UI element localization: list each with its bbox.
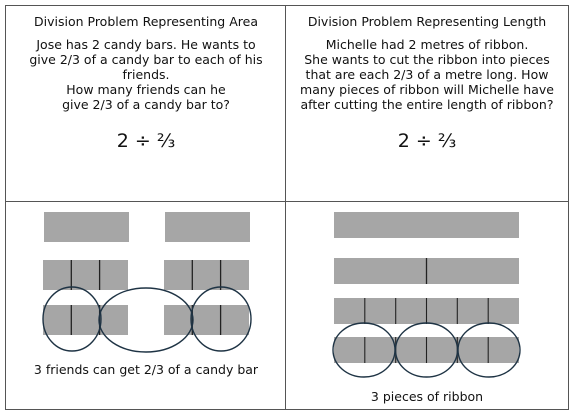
right-equation: 2 ÷ ⅔: [397, 130, 457, 152]
candy-bar-thirds-1: [43, 260, 128, 290]
ribbon-length-model: [333, 212, 520, 377]
left-equation: 2 ÷ ⅔: [116, 130, 176, 152]
right-panel-title: Division Problem Representing Length: [307, 14, 547, 29]
right-caption: 3 pieces of ribbon: [370, 389, 484, 404]
candy-bar-grouped-2: [164, 305, 249, 335]
candy-bar-thirds-2: [164, 260, 249, 290]
candy-bar-grouped-1: [43, 305, 128, 335]
ribbon-whole: [334, 212, 519, 238]
right-problem-text: Michelle had 2 metres of ribbon. She wants to cut the ribbon into pieces that are each 2/3 of a metre long. How many pieces of ribbon will Michelle have after cutting the entire length of ribbon?: [300, 37, 554, 112]
candy-bar-whole-2: [165, 212, 250, 242]
left-problem-text: Jose has 2 candy bars. He wants to give 2/3 of a candy bar to each of his friends. How many friends can he give 2/3 of a candy bar to?: [29, 37, 263, 112]
candy-bar-whole-1: [44, 212, 129, 242]
left-caption: 3 friends can get 2/3 of a candy bar: [33, 362, 259, 377]
candy-bar-area-model: [43, 212, 251, 352]
left-panel-title: Division Problem Representing Area: [34, 14, 258, 29]
